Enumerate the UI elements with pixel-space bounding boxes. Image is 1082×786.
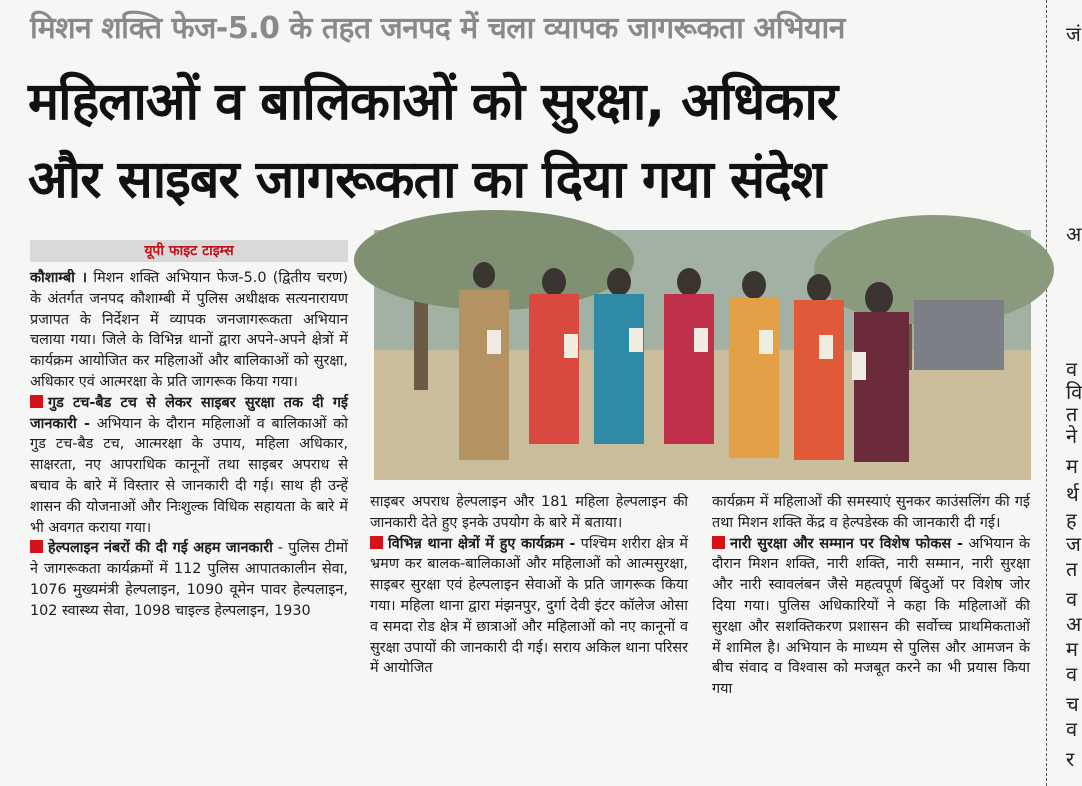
adjacent-fragment-glyph: जं — [1066, 22, 1081, 46]
article-kicker: मिशन शक्ति फेज-5.0 के तहत जनपद में चला व्यापक जागरूकता अभियान — [30, 11, 845, 46]
adjacent-fragment-glyph: र्थ — [1066, 482, 1079, 506]
section-1 — [30, 393, 348, 539]
adjacent-fragment-glyph: ज — [1066, 532, 1081, 556]
red-square-bullet-icon — [370, 536, 383, 549]
adjacent-fragment-glyph: व — [1066, 587, 1078, 611]
adjacent-fragment-glyph: र — [1066, 747, 1075, 771]
adjacent-fragment-glyph: अ — [1066, 222, 1082, 246]
section-1-heading: गुड टच-बैड टच से लेकर साइबर सुरक्षा तक दी गई जानकारी - — [30, 394, 348, 432]
red-square-bullet-icon — [30, 395, 43, 408]
red-square-bullet-icon — [712, 536, 725, 549]
section-3-body: पश्चिम शरीरा क्षेत्र में भ्रमण कर बालक-बालिकाओं और महिलाओं को आत्मसुरक्षा, साइबर सुरक्षा एवं हेल्पलाइन सेवाओं के प्रति जागरूक किया गया। महिला थाना द्वारा मंझनपुर, दुर्गा देवी इंटर कॉलेज ओसा व समदा रोड क्षेत्र में छात्राओं और महिलाओं को नए कानूनों व सुरक्षा उपायों की जानकारी दी गई। सराय अकिल थाना परिसर में आयोजित — [370, 535, 688, 677]
adjacent-fragment-glyph: व — [1066, 717, 1078, 741]
intro-paragraph — [30, 268, 348, 393]
adjacent-fragment-glyph: अ — [1066, 612, 1082, 636]
section-4-heading: नारी सुरक्षा और सम्मान पर विशेष फोकस - — [730, 535, 964, 552]
adjacent-fragment-glyph: त — [1066, 402, 1078, 426]
column-2-continuation: साइबर अपराध हेल्पलाइन और 181 महिला हेल्पलाइन की जानकारी देते हुए इनके उपयोग के बारे में बताया। — [370, 494, 688, 531]
section-4-body: अभियान के दौरान मिशन शक्ति, नारी शक्ति, नारी सम्मान, नारी सुरक्षा और नारी स्वावलंबन जैसे महत्वपूर्ण बिंदुओं पर विशेष जोर दिया गया। पुलिस अधिकारियों ने कहा कि महिलाओं की सुरक्षा और सशक्तिकरण प्रशासन की सर्वोच्च प्राथमिकताओं में शामिल है। अभियान के माध्यम से पुलिस और आमजन के बीच संवाद व विश्वास को मजबूत करने का भी प्रयास किया गया — [712, 535, 1030, 698]
section-2-body: - पुलिस टीमों ने जागरूकता कार्यक्रमों में 112 पुलिस आपातकालीन सेवा, 1076 मुख्यमंत्री हेल्पलाइन, 1090 वूमेन पावर हेल्पलाइन, 102 स्वास्थ्य सेवा, 1098 चाइल्ड हेल्पलाइन, 1930 — [30, 540, 348, 619]
adjacent-fragment-glyph: च — [1066, 692, 1079, 716]
section-3 — [370, 534, 688, 680]
headline-line-2: और साइबर जागरूकता का दिया गया संदेश — [28, 150, 826, 210]
article-column-3 — [712, 492, 1030, 700]
adjacent-fragment-glyph: ने — [1066, 424, 1078, 448]
adjacent-fragment-glyph: म — [1066, 637, 1078, 661]
adjacent-article-fragment — [1058, 0, 1080, 786]
intro-text: मिशन शक्ति अभियान फेज-5.0 (द्वितीय चरण) के अंतर्गत जनपद कौशाम्बी में पुलिस अधीक्षक सत्यनारायण प्रजापत के निर्देशन में व्यापक जनजागरूकता अभियान चलाया गया। जिले के विभिन्न थानों द्वारा अपने-अपने क्षेत्रों में कार्यक्रम आयोजित कर महिलाओं और बालिकाओं को सुरक्षा, अधिकार एवं आत्मरक्षा के प्रति जागरूक किया गया। — [30, 270, 348, 390]
adjacent-fragment-glyph: व — [1066, 662, 1078, 686]
adjacent-fragment-glyph: त — [1066, 557, 1078, 581]
byline-bar: यूपी फाइट टाइम्स — [30, 240, 348, 262]
adjacent-fragment-glyph: ह — [1066, 508, 1077, 532]
adjacent-fragment-glyph: म — [1066, 454, 1078, 478]
article-column-1 — [30, 268, 348, 622]
article-photo — [374, 230, 1031, 480]
column-3-continuation: कार्यक्रम में महिलाओं की समस्याएं सुनकर काउंसलिंग की गई तथा मिशन शक्ति केंद्र व हेल्पडेस्क की जानकारी दी गई। — [712, 494, 1030, 531]
dateline: कौशाम्बी । — [30, 270, 88, 286]
section-2 — [30, 538, 348, 621]
section-4 — [712, 534, 1030, 700]
adjacent-fragment-glyph: वि — [1066, 380, 1082, 404]
section-3-heading: विभिन्न थाना क्षेत्रों में हुए कार्यक्रम - — [388, 535, 576, 552]
column-divider — [1046, 0, 1047, 786]
red-square-bullet-icon — [30, 540, 43, 553]
article-column-2 — [370, 492, 688, 679]
adjacent-fragment-glyph: व — [1066, 357, 1078, 381]
section-1-body: अभियान के दौरान महिलाओं व बालिकाओं को गुड टच-बैड टच, आत्मरक्षा के उपाय, महिला अधिकार, साक्षरता, नए आपराधिक कानूनों तथा साइबर अपराध से बचाव के बारे में विस्तार से जानकारी दी गई। साथ ही उन्हें शासन की योजनाओं और निःशुल्क विधिक सहायता के बारे में भी अवगत कराया गया। — [30, 415, 348, 536]
section-2-heading: हेल्पलाइन नंबरों की दी गई अहम जानकारी — [48, 540, 273, 557]
headline-line-1: महिलाओं व बालिकाओं को सुरक्षा, अधिकार — [28, 72, 838, 132]
